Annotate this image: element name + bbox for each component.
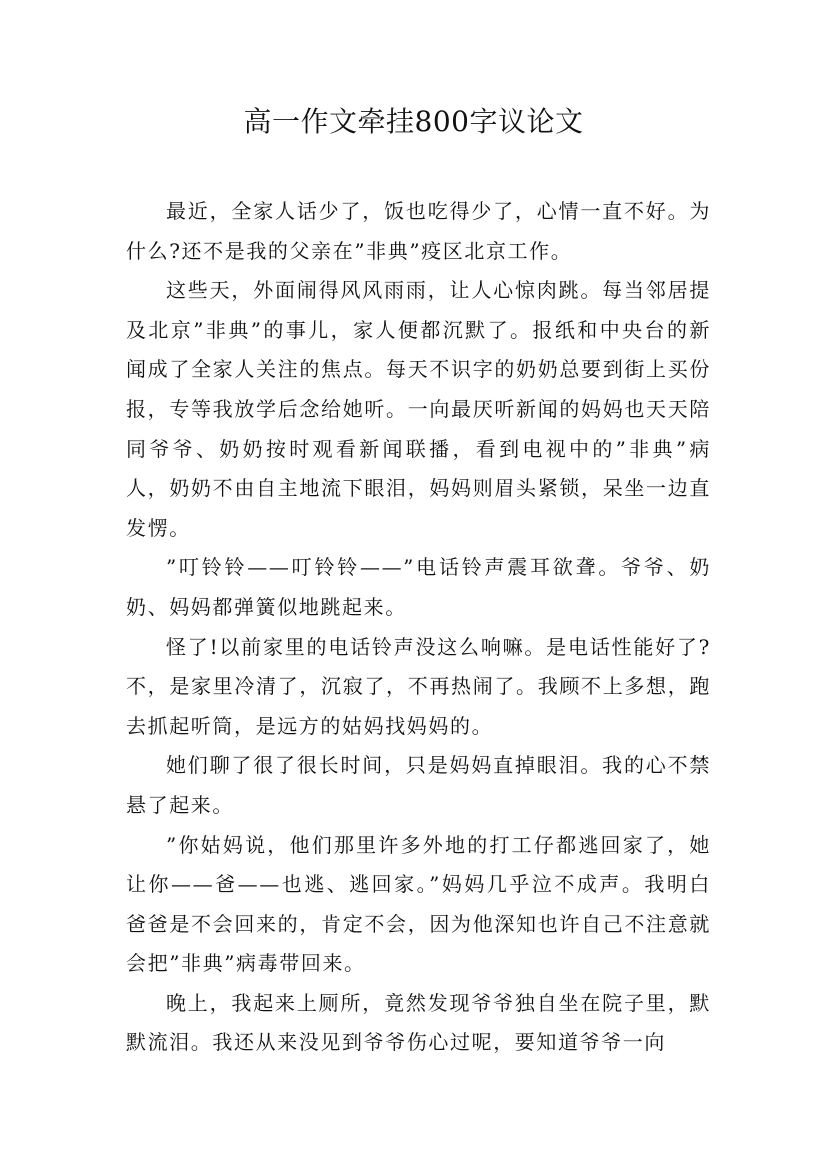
paragraph-3: ”叮铃铃——叮铃铃——”电话铃声震耳欲聋。爷爷、奶奶、妈妈都弹簧似地跳起来。 bbox=[126, 555, 711, 619]
document-body bbox=[126, 192, 711, 1063]
document-title: 高一作文牵挂800字议论文 bbox=[243, 105, 584, 138]
paragraph-5: 她们聊了很了很长时间，只是妈妈直掉眼泪。我的心不禁悬了起来。 bbox=[126, 753, 711, 817]
paragraph-4: 怪了!以前家里的电话铃声没这么响嘛。是电话性能好了?不，是家里冷清了，沉寂了，不再热闹了。我顾不上多想，跑去抓起听筒，是远方的姑妈找妈妈的。 bbox=[126, 634, 711, 738]
paragraph-7: 晚上，我起来上厕所，竟然发现爷爷独自坐在院子里，默默流泪。我还从来没见到爷爷伤心过呢，要知道爷爷一向 bbox=[126, 990, 711, 1055]
paragraph-2: 这些天，外面闹得风风雨雨，让人心惊肉跳。每当邻居提及北京”非典”的事儿，家人便都沉默了。报纸和中央台的新闻成了全家人关注的焦点。每天不识字的奶奶总要到街上买份报，专等我放学后念给她听。一向最厌听新闻的妈妈也天天陪同爷爷、奶奶按时观看新闻联播，看到电视中的”非典”病人，奶奶不由自主地流下眼泪，妈妈则眉头紧锁，呆坐一边直发愣。 bbox=[126, 278, 711, 540]
paragraph-1: 最近，全家人话少了，饭也吃得少了，心情一直不好。为什么?还不是我的父亲在”非典”疫区北京工作。 bbox=[126, 199, 711, 263]
paragraph-6: ”你姑妈说，他们那里许多外地的打工仔都逃回家了，她让你——爸——也逃、逃回家。”妈妈几乎泣不成声。我明白爸爸是不会回来的，肯定不会，因为他深知也许自己不注意就会把”非典”病毒带回来。 bbox=[126, 832, 711, 976]
